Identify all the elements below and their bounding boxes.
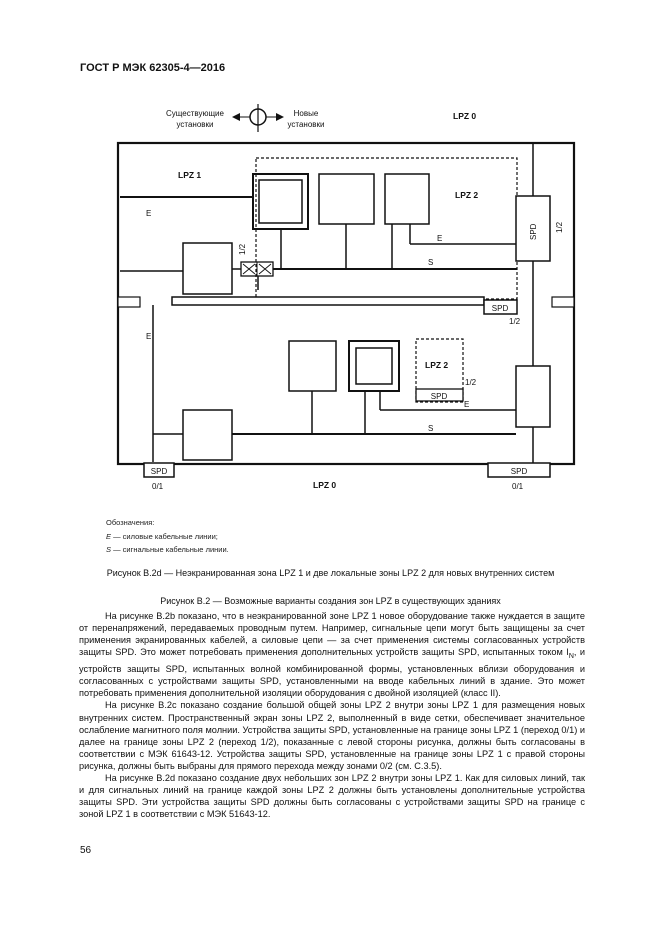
- equipment-lower-1: [289, 341, 336, 391]
- paragraph-3: На рисунке B.2d показано создание двух небольших зон LPZ 2 внутри зоны LPZ 1. Как для силовых линий, так и для сигнальных линий на границе каждой зоны LPZ 2 должны быть установлены дополнительные устройства защиты SPD. Эти устройства защиты SPD должны быть согласованы с устройствами защиты SPD на границе с зоной LPZ 1 в соответствии с МЭК 51643-12.: [79, 773, 585, 820]
- label-new-1: Новые: [293, 109, 319, 118]
- equipment-left-upper: [183, 243, 232, 294]
- caption-fig-b2: Рисунок B.2 — Возможные варианты создания зон LPZ в существующих зданиях: [160, 596, 501, 606]
- wall-entry-right: [552, 297, 574, 307]
- label-half-right: 1/2: [555, 221, 564, 233]
- label-half-mid: 1/2: [509, 317, 521, 326]
- label-spd-bottom-left: SPD: [150, 467, 168, 476]
- equipment-shielded-1: [253, 174, 308, 229]
- label-e-upper: E: [437, 234, 443, 243]
- label-spd-mid: SPD: [491, 304, 509, 313]
- label-existing-2: установки: [176, 120, 214, 129]
- label-spd-bottom-right: SPD: [510, 467, 528, 476]
- label-existing-1: Существующие: [166, 109, 224, 118]
- label-zero-one-left: 0/1: [152, 482, 164, 491]
- label-zero-one-right: 0/1: [512, 482, 524, 491]
- label-e-left-upper: E: [146, 209, 152, 218]
- paragraph-2: На рисунке B.2c показано создание большой общей зоны LPZ 2 внутри зоны LPZ 1 для размещения новых внутренних систем. Пространственный экран зоны LPZ 2, выполненный в виде сетки, обеспечивает значительное ослабление магнитного поля молнии. Устройства защиты SPD, установленные на границе зоны LPZ 1 (переход 0/1) и далее на границе зоны LPZ 2 (переход 1/2), показанные с левой стороны рисунка, должны быть согласованы в соответствии с МЭК 61643-12. Устройства защиты SPD, установленные на границе зоны LPZ 1 с правой стороны рисунка, должны быть выбраны для прямого перехода между зонами 0/2 (см. С.3.5).: [79, 700, 585, 771]
- label-e-lower: E: [464, 400, 470, 409]
- legend-s: S — сигнальные кабельные линии.: [106, 545, 229, 554]
- equipment-3: [385, 174, 429, 224]
- label-new-2: установки: [287, 120, 325, 129]
- label-spd-vertical: SPD: [529, 223, 538, 240]
- label-e-left-lower: E: [146, 332, 152, 341]
- page-header: ГОСТ Р МЭК 62305-4—2016: [80, 62, 226, 74]
- label-lpz0-top: LPZ 0: [453, 111, 477, 121]
- label-s-lower: S: [428, 424, 434, 433]
- equipment-lower-left: [183, 410, 232, 460]
- legend-title: Обозначения:: [106, 518, 155, 527]
- label-lpz1: LPZ 1: [178, 170, 202, 180]
- label-s-upper: S: [428, 258, 434, 267]
- page-number: 56: [80, 845, 92, 856]
- label-lpz2-main: LPZ 2: [455, 190, 479, 200]
- cable-tray: [172, 297, 484, 305]
- label-half-small: 1/2: [465, 378, 477, 387]
- equipment-2: [319, 174, 374, 224]
- label-spd-small: SPD: [430, 392, 448, 401]
- label-half-left: 1/2: [238, 243, 247, 255]
- body-text: [79, 610, 585, 820]
- wall-entry-left: [118, 297, 140, 307]
- label-lpz0-bottom: LPZ 0: [313, 480, 337, 490]
- paragraph-1: На рисунке B.2b показано, что в неэкранированной зоне LPZ 1 новое оборудование также нуждается в защите от перенапряжений, передаваемых проводным путем. Например, сигнальные цепи могут быть защищены за счет применения экранированных кабелей, а силовые цепи — за счет применения системы согласованных устройств защиты SPD. Это может потребовать применения дополнительных устройств защиты SPD, испытанных током $I_N$, и устройств защиты SPD, испытанных волной комбинированной формы, установленных вблизи оборудования и согласованных с устройствами защиты SPD, установленными на вводе кабельных линий в здание. Это может потребовать применения дополнительной изоляции оборудования с двойной изоляцией (класс II).: [79, 611, 585, 699]
- label-lpz2-small: LPZ 2: [425, 360, 449, 370]
- spd-right-lower: [516, 366, 550, 427]
- legend-e: E — силовые кабельные линии;: [106, 532, 218, 541]
- caption-fig-b2d: Рисунок B.2d — Неэкранированная зона LPZ 1 и две локальные зоны LPZ 2 для новых внутренних систем: [106, 568, 555, 578]
